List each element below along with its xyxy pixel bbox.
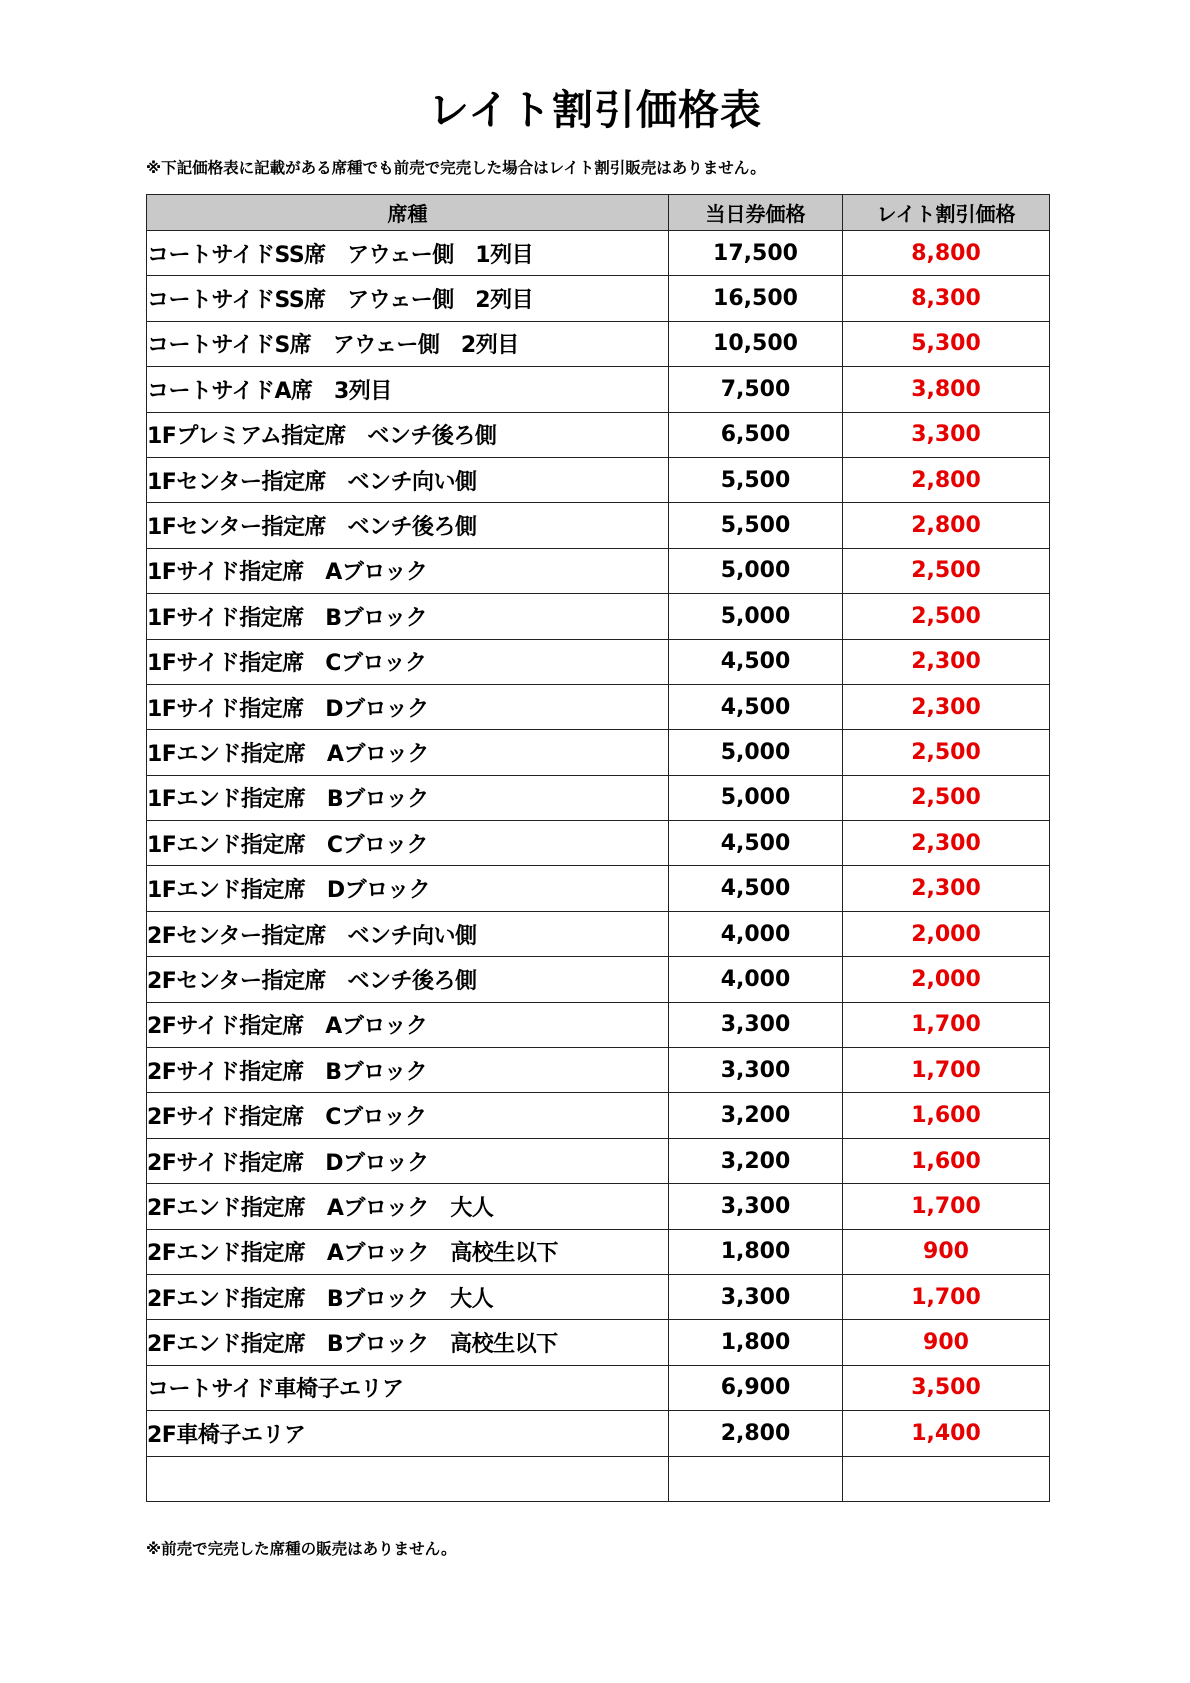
table-row [147,1320,1050,1365]
seat-type-cell: 2Fサイド指定席 Aブロック [147,1002,669,1047]
table-row [147,1411,1050,1456]
seat-type-cell: コートサイドS席 アウェー側 2列目 [147,321,669,366]
seat-type-cell: 2Fサイド指定席 Dブロック [147,1138,669,1183]
table-row [147,594,1050,639]
late-price-cell: 1,600 [843,1093,1050,1138]
day-price-cell: 16,500 [669,276,843,321]
late-price-cell: 1,700 [843,1002,1050,1047]
seat-type-cell: 1Fサイド指定席 Aブロック [147,548,669,593]
table-row [147,684,1050,729]
late-price-cell: 2,800 [843,503,1050,548]
table-row [147,730,1050,775]
late-price-cell: 1,400 [843,1411,1050,1456]
day-price-cell: 3,300 [669,1002,843,1047]
late-price-cell: 900 [843,1229,1050,1274]
table-row [147,1093,1050,1138]
late-price-cell: 8,300 [843,276,1050,321]
late-price-cell: 1,700 [843,1274,1050,1319]
day-price-cell: 3,300 [669,1274,843,1319]
seat-type-cell: コートサイドSS席 アウェー側 1列目 [147,231,669,276]
day-price-cell: 5,500 [669,457,843,502]
table-row [147,1048,1050,1093]
day-price-cell: 5,000 [669,594,843,639]
header-row [147,195,1050,231]
late-price-cell: 2,500 [843,730,1050,775]
seat-type-cell: 2F車椅子エリア [147,1411,669,1456]
seat-type-cell: 2Fエンド指定席 Bブロック 高校生以下 [147,1320,669,1365]
late-price-cell: 3,500 [843,1365,1050,1410]
day-price-cell: 3,300 [669,1184,843,1229]
table-row [147,911,1050,956]
table-row [147,412,1050,457]
table-row [147,231,1050,276]
late-price-cell: 1,600 [843,1138,1050,1183]
late-price-cell: 2,500 [843,594,1050,639]
seat-type-cell: 1Fセンター指定席 ベンチ向い側 [147,457,669,502]
late-price-cell: 2,300 [843,821,1050,866]
price-table [146,194,1050,1502]
seat-type-cell: 1Fプレミアム指定席 ベンチ後ろ側 [147,412,669,457]
day-price-cell: 3,200 [669,1138,843,1183]
seat-type-cell: 2Fサイド指定席 Cブロック [147,1093,669,1138]
seat-type-cell: 1Fエンド指定席 Aブロック [147,730,669,775]
table-row [147,1138,1050,1183]
header-seat-type: 席種 [147,195,669,231]
table-row [147,457,1050,502]
late-price-cell: 5,300 [843,321,1050,366]
seat-type-cell: コートサイドA席 3列目 [147,367,669,412]
page-title: レイト割引価格表 [428,86,762,134]
day-price-cell: 3,200 [669,1093,843,1138]
seat-type-cell: 1Fサイド指定席 Bブロック [147,594,669,639]
seat-type-cell: 2Fエンド指定席 Aブロック 高校生以下 [147,1229,669,1274]
day-price-cell: 5,000 [669,775,843,820]
table-row [147,1274,1050,1319]
late-price-cell: 2,300 [843,639,1050,684]
day-price-cell: 4,500 [669,821,843,866]
table-header [147,195,1050,231]
late-price-cell [843,1456,1050,1501]
day-price-cell: 6,500 [669,412,843,457]
table-row [147,775,1050,820]
day-price-cell: 7,500 [669,367,843,412]
day-price-cell: 4,000 [669,911,843,956]
table-row [147,639,1050,684]
seat-type-cell: 2Fサイド指定席 Bブロック [147,1048,669,1093]
late-price-cell: 2,500 [843,548,1050,593]
seat-type-cell: コートサイドSS席 アウェー側 2列目 [147,276,669,321]
late-price-cell: 3,800 [843,367,1050,412]
day-price-cell: 1,800 [669,1229,843,1274]
day-price-cell: 17,500 [669,231,843,276]
day-price-cell: 4,500 [669,866,843,911]
seat-type-cell: 1Fセンター指定席 ベンチ後ろ側 [147,503,669,548]
day-price-cell: 6,900 [669,1365,843,1410]
table-row [147,821,1050,866]
seat-type-cell [147,1456,669,1501]
late-price-cell: 1,700 [843,1184,1050,1229]
late-price-cell: 2,800 [843,457,1050,502]
table-row [147,1365,1050,1410]
table-row [147,1184,1050,1229]
header-day-price: 当日券価格 [669,195,843,231]
day-price-cell: 4,500 [669,639,843,684]
late-price-cell: 2,300 [843,684,1050,729]
table-row [147,548,1050,593]
seat-type-cell: 1Fエンド指定席 Cブロック [147,821,669,866]
seat-type-cell: 2Fエンド指定席 Bブロック 大人 [147,1274,669,1319]
day-price-cell [669,1456,843,1501]
day-price-cell: 10,500 [669,321,843,366]
late-price-cell: 2,000 [843,911,1050,956]
seat-type-cell: 1Fエンド指定席 Dブロック [147,866,669,911]
table-body [147,231,1050,1502]
day-price-cell: 3,300 [669,1048,843,1093]
day-price-cell: 5,000 [669,548,843,593]
seat-type-cell: 2Fエンド指定席 Aブロック 大人 [147,1184,669,1229]
late-price-cell: 900 [843,1320,1050,1365]
seat-type-cell: 2Fセンター指定席 ベンチ向い側 [147,911,669,956]
seat-type-cell: 1Fエンド指定席 Bブロック [147,775,669,820]
table-row [147,503,1050,548]
day-price-cell: 4,500 [669,684,843,729]
day-price-cell: 2,800 [669,1411,843,1456]
day-price-cell: 1,800 [669,1320,843,1365]
day-price-cell: 5,500 [669,503,843,548]
late-price-cell: 2,000 [843,957,1050,1002]
notice-top: ※下記価格表に記載がある席種でも前売で完売した場合はレイト割引販売はありません。 [146,159,766,177]
day-price-cell: 4,000 [669,957,843,1002]
day-price-cell: 5,000 [669,730,843,775]
table-row [147,321,1050,366]
table-row [147,1456,1050,1501]
table-row [147,367,1050,412]
table-row [147,1229,1050,1274]
late-price-cell: 2,300 [843,866,1050,911]
seat-type-cell: 1Fサイド指定席 Dブロック [147,684,669,729]
late-price-cell: 2,500 [843,775,1050,820]
seat-type-cell: 1Fサイド指定席 Cブロック [147,639,669,684]
notice-bottom: ※前売で完売した席種の販売はありません。 [146,1540,457,1558]
seat-type-cell: 2Fセンター指定席 ベンチ後ろ側 [147,957,669,1002]
late-price-cell: 3,300 [843,412,1050,457]
table-row [147,276,1050,321]
seat-type-cell: コートサイド車椅子エリア [147,1365,669,1410]
header-late-price: レイト割引価格 [843,195,1050,231]
table-row [147,957,1050,1002]
table-row [147,866,1050,911]
table-row [147,1002,1050,1047]
late-price-cell: 8,800 [843,231,1050,276]
late-price-cell: 1,700 [843,1048,1050,1093]
